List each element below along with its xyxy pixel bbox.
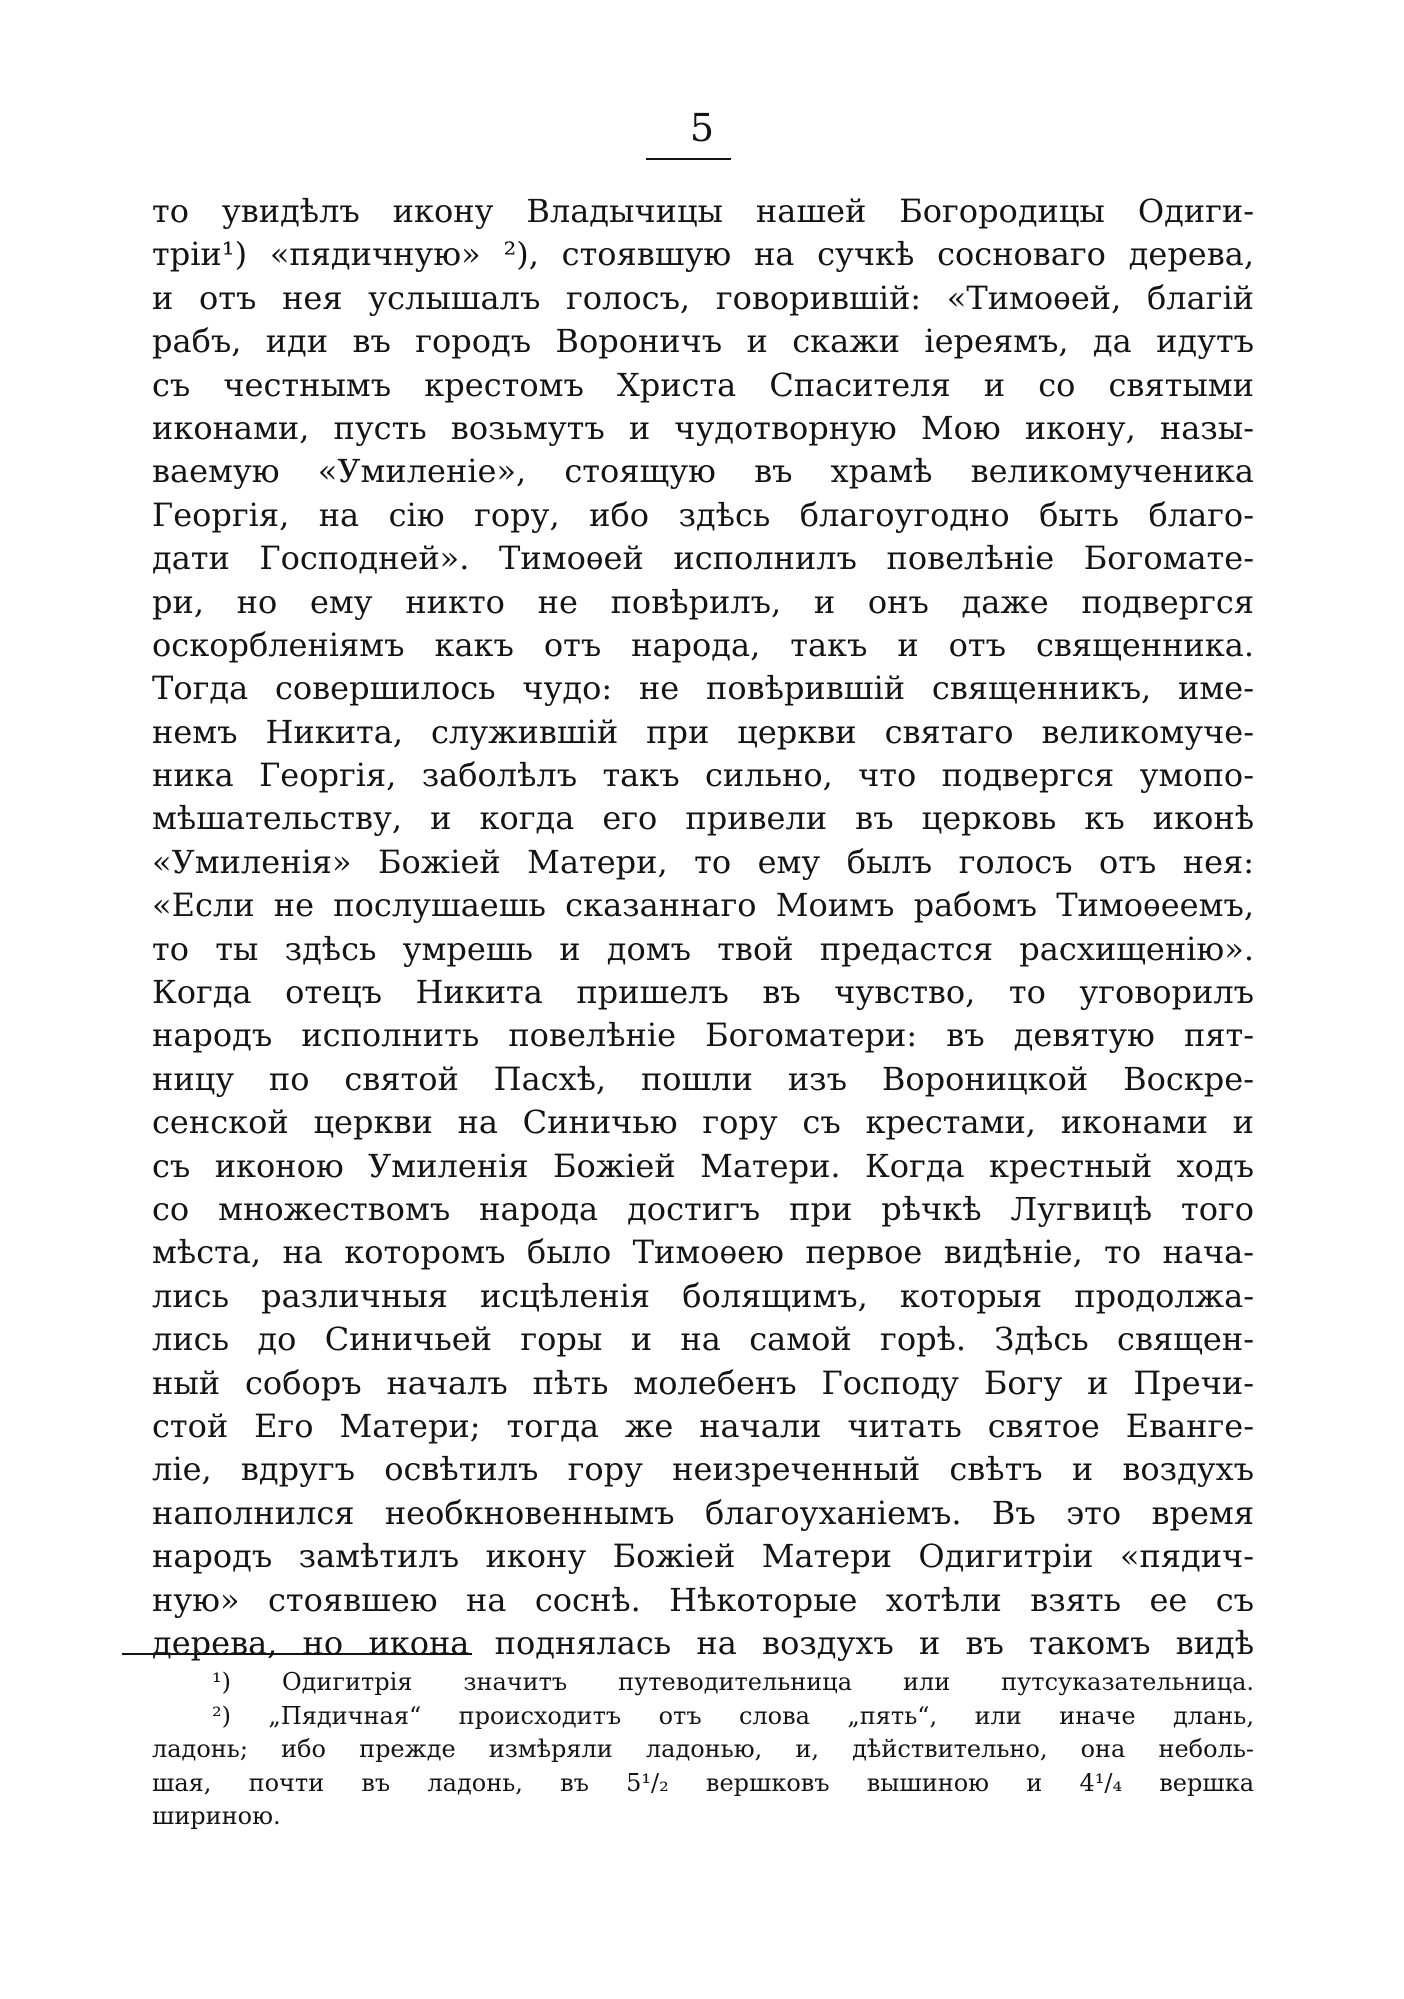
footnote-2: ²) „Пядичная“ происходитъ отъ слова „пять“, или иначе длань, xyxy=(212,1701,1254,1730)
text-line: ваемую «Умиленіе», стоящую въ храмѣ великомученика xyxy=(152,452,1254,491)
text-line: наполнился необкновеннымъ благоуханіемъ. Въ это время xyxy=(152,1493,1254,1532)
text-line: народъ замѣтилъ икону Божіей Матери Одигитріи «пядич- xyxy=(152,1537,1254,1576)
text-line: ницу по святой Пасхѣ, пошли изъ Вороницкой Воскре- xyxy=(152,1059,1254,1098)
text-line: лись до Синичьей горы и на самой горѣ. Здѣсь священ- xyxy=(152,1320,1254,1359)
text-line: «Умиленія» Божіей Матери, то ему былъ голосъ отъ нея: xyxy=(152,842,1254,881)
page-number-rule xyxy=(646,158,731,160)
text-line: Георгія, на сію гору, ибо здѣсь благоугодно быть благо- xyxy=(152,495,1254,534)
text-line: стой Его Матери; тогда же начали читать святое Еванге- xyxy=(152,1406,1254,1445)
footnotes xyxy=(152,1666,1254,1834)
text-line: дерева, но икона поднялась на воздухъ и въ такомъ видѣ xyxy=(152,1623,1254,1662)
footnote-rule xyxy=(122,1653,472,1655)
text-line: сенской церкви на Синичью гору съ крестами, иконами и xyxy=(152,1103,1254,1142)
text-line: «Если не послушаешь сказаннаго Моимъ рабомъ Тимоѳеемъ, xyxy=(152,886,1254,925)
text-line: мѣшательству, и когда его привели въ церковь къ иконѣ xyxy=(152,799,1254,838)
text-line: ника Георгія, заболѣлъ такъ сильно, что подвергся умопо- xyxy=(152,756,1254,795)
body-text xyxy=(152,190,1254,1665)
text-line: тріи¹) «пядичную» ²), стоявшую на сучкѣ сосноваго дерева, xyxy=(152,235,1254,274)
text-line: ри, но ему никто не повѣрилъ, и онъ даже подвергся xyxy=(152,582,1254,621)
text-line: рабъ, иди въ городъ Вороничъ и скажи іереямъ, да идутъ xyxy=(152,322,1254,361)
text-line: и отъ нея услышалъ голосъ, говорившій: «Тимоѳей, благій xyxy=(152,278,1254,317)
text-line: иконами, пусть возьмутъ и чудотворную Мою икону, назы- xyxy=(152,408,1254,447)
footnote-2-end: шириною. xyxy=(152,1802,281,1830)
text-line: народъ исполнить повелѣніе Богоматери: въ девятую пят- xyxy=(152,1016,1254,1055)
text-line: со множествомъ народа достигъ при рѣчкѣ Лугвицѣ того xyxy=(152,1189,1254,1228)
text-line: съ честнымъ крестомъ Христа Спасителя и со святыми xyxy=(152,365,1254,404)
text-line: мѣста, на которомъ было Тимоѳею первое видѣніе, то нача- xyxy=(152,1233,1254,1272)
footnote-2-continued: ладонь; ибо прежде измѣряли ладонью, и, дѣйствительно, она неболь- xyxy=(152,1735,1254,1763)
page-number: 5 xyxy=(689,106,715,150)
text-line: лись различныя исцѣленія болящимъ, которыя продолжа- xyxy=(152,1276,1254,1315)
text-line: Тогда совершилось чудо: не повѣрившій священникъ, име- xyxy=(152,669,1254,708)
text-line: ную» стоявшею на соснѣ. Нѣкоторые хотѣли взять ее съ xyxy=(152,1580,1254,1619)
text-line: съ иконою Умиленія Божіей Матери. Когда крестный ходъ xyxy=(152,1146,1254,1185)
text-line: дати Господней». Тимоѳей исполнилъ повелѣніе Богомате- xyxy=(152,539,1254,578)
text-line: ліе, вдругъ освѣтилъ гору неизреченный свѣтъ и воздухъ xyxy=(152,1450,1254,1489)
text-line: то ты здѣсь умрешь и домъ твой предастся расхищенію». xyxy=(152,929,1254,968)
text-line: немъ Никита, служившій при церкви святаго великомуче- xyxy=(152,712,1254,751)
footnote-2-continued: шая, почти въ ладонь, въ 5¹/₂ вершковъ вышиною и 4¹/₄ вершка xyxy=(152,1768,1254,1797)
text-line: то увидѣлъ икону Владычицы нашей Богородицы Одиги- xyxy=(152,192,1254,230)
text-line: оскорбленіямъ какъ отъ народа, такъ и отъ священника. xyxy=(152,625,1254,664)
text-line: Когда отецъ Никита пришелъ въ чувство, то уговорилъ xyxy=(152,973,1254,1012)
footnote-1: ¹) Одигитрія значитъ путеводительница или путсуказательница. xyxy=(212,1668,1254,1696)
text-line: ный соборъ началъ пѣть молебенъ Господу Богу и Пречи- xyxy=(152,1363,1254,1402)
